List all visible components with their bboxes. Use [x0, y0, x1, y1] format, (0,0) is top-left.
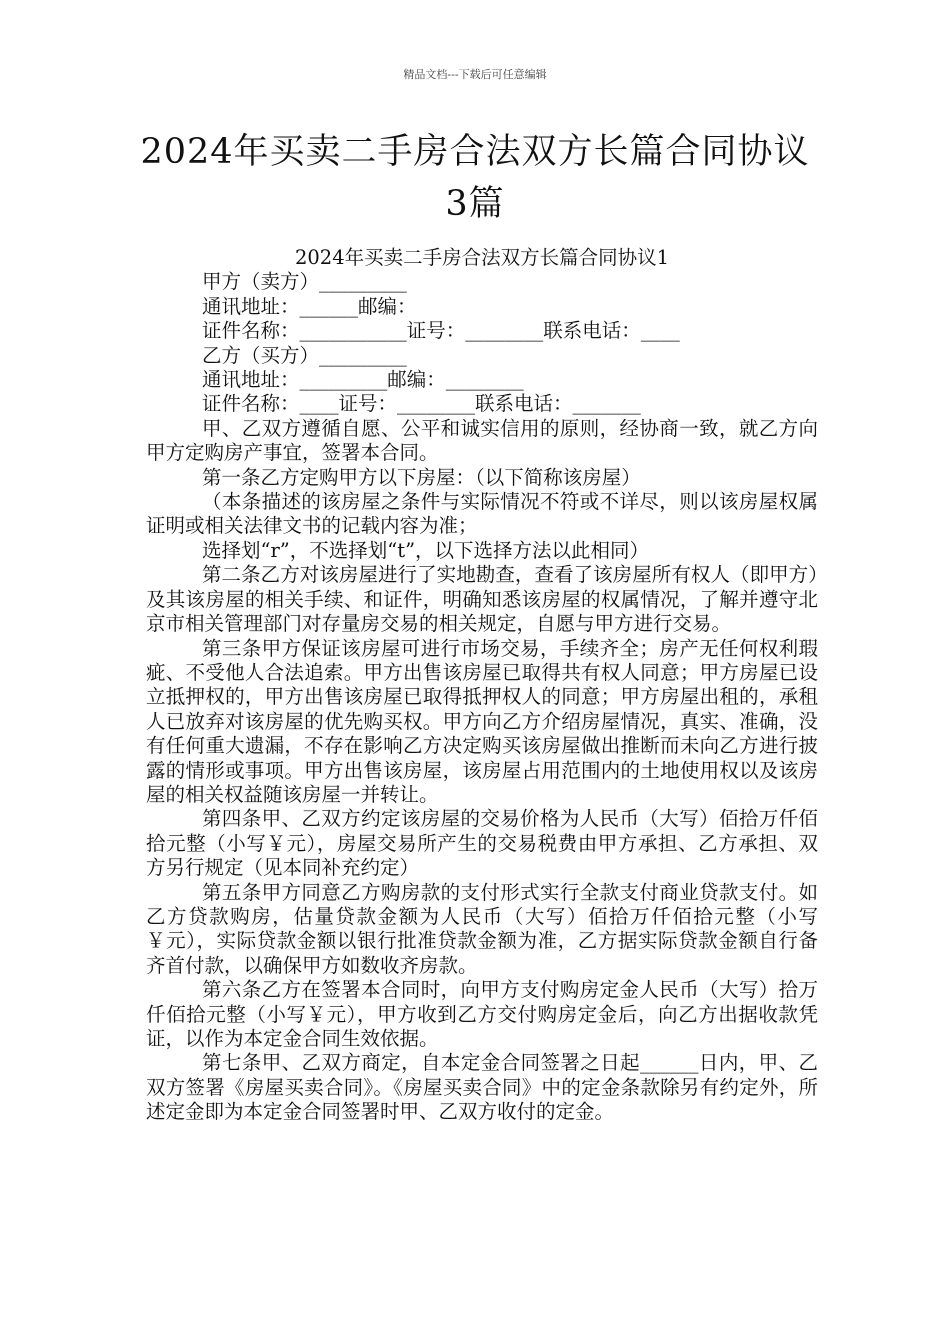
document-body: [146, 246, 818, 1125]
party-a-id-field: 证件名称：___________证号：________联系电话：____: [202, 319, 680, 343]
party-a-field: 甲方（卖方）_________: [202, 270, 407, 294]
article-6-paragraph: 第六条乙方在签署本合同时，向甲方支付购房定金人民币（大写）拾万仟佰拾元整（小写￥元），甲方收到乙方交付购房定金后，向乙方出据收款凭证，以作为本定金合同生效依据。: [146, 978, 818, 1050]
article-1-paragraph: 第一条乙方定购甲方以下房屋：（以下简称该房屋）: [202, 465, 641, 489]
article-2-paragraph: 第二条乙方对该房屋进行了实地勘查，查看了该房屋所有权人（即甲方）及其该房屋的相关手续、和证件，明确知悉该房屋的权属情况，了解并遵守北京市相关管理部门对存量房交易的相关规定，自愿与甲方进行交易。: [146, 563, 818, 636]
title-line-2: 3篇: [445, 184, 505, 224]
article-4-paragraph: 第四条甲、乙双方约定该房屋的交易价格为人民币（大写）佰拾万仟佰拾元整（小写￥元），房屋交易所产生的交易税费由甲方承担、乙方承担、双方另行规定（见本同补充约定）: [146, 807, 818, 880]
party-b-field: 乙方（买方）_________: [202, 343, 407, 367]
party-a-address-field: 通讯地址：______邮编：: [202, 294, 417, 318]
title-line-1: 2024年买卖二手房合法双方长篇合同协议: [140, 132, 810, 172]
article-1-note-paragraph: （本条描述的该房屋之条件与实际情况不符或不详尽，则以该房屋权属证明或相关法律文书的记载内容为准；: [146, 490, 818, 538]
document-title: [120, 126, 830, 230]
selection-note-paragraph: 选择划“r”，不选择划“t”，以下选择方法以此相同）: [202, 538, 650, 562]
party-b-address-field: 通讯地址：_________邮编：________: [202, 368, 524, 392]
article-3-paragraph: 第三条甲方保证该房屋可进行市场交易，手续齐全；房产无任何权利瑕疵、不受他人合法追索。甲方出售该房屋已取得共有权人同意；甲方房屋已设立抵押权的，甲方出售该房屋已取得抵押权人的同意；甲方房屋出租的，承租人已放弃对该房屋的优先购买权。甲方向乙方介绍房屋情况，真实、准确，没有任何重大遗漏，不存在影响乙方决定购买该房屋做出推断而未向乙方进行披露的情形或事项。甲方出售该房屋，该房屋占用范围内的土地使用权以及该房屋的相关权益随该房屋一并转让。: [146, 636, 818, 806]
article-5-paragraph: 第五条甲方同意乙方购房款的支付形式实行全款支付商业贷款支付。如乙方贷款购房，估量贷款金额为人民币（大写）佰拾万仟佰拾元整（小写￥元），实际贷款金额以银行批准贷款金额为准，乙方据实际贷款金额自行备齐首付款，以确保甲方如数收齐房款。: [146, 880, 818, 977]
preamble-paragraph: 甲、乙双方遵循自愿、公平和诚实信用的原则，经协商一致，就乙方向甲方定购房产事宜，签署本合同。: [146, 416, 818, 465]
article-7-paragraph: 第七条甲、乙双方商定，自本定金合同签署之日起______日内，甲、乙双方签署《房屋买卖合同》。《房屋买卖合同》中的定金条款除另有约定外，所述定金即为本定金合同签署时甲、乙双方收付的定金。: [146, 1051, 818, 1124]
party-b-id-field: 证件名称：____证号：________联系电话：_______: [202, 392, 641, 416]
contract-subtitle: 2024年买卖二手房合法双方长篇合同协议1: [294, 246, 670, 269]
header-note: 精品文档---下载后可任意编辑: [403, 68, 547, 81]
